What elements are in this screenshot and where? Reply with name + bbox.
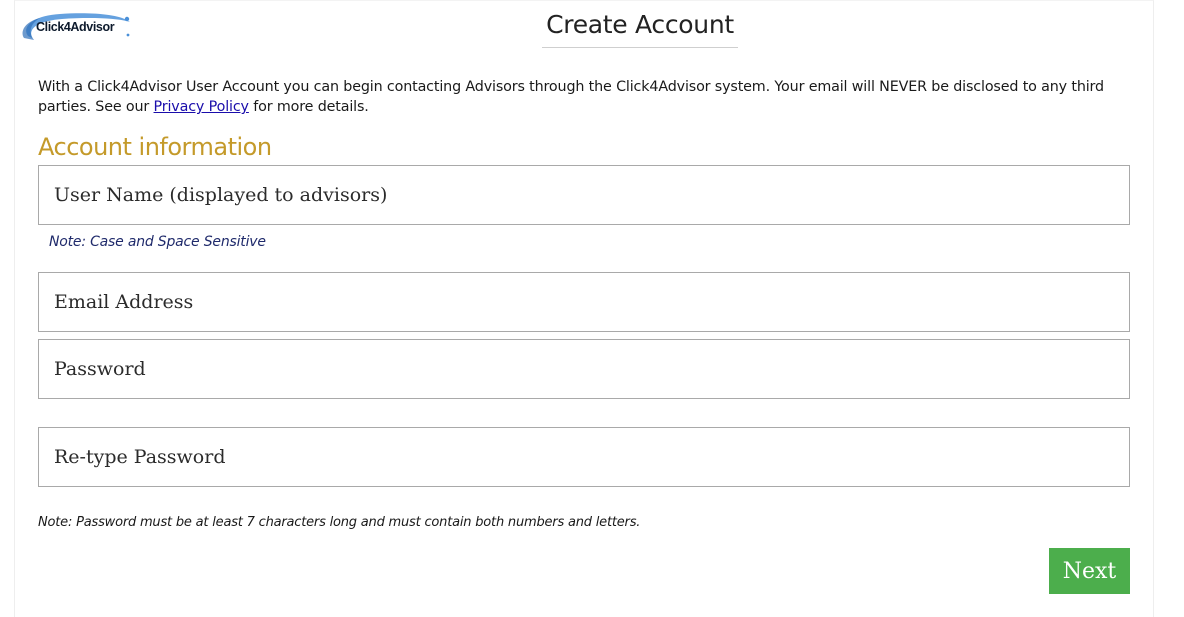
account-information-heading: Account information xyxy=(38,133,272,161)
page-title: Create Account xyxy=(542,10,738,48)
email-input[interactable] xyxy=(38,272,1130,332)
intro-paragraph xyxy=(38,77,1138,117)
next-button[interactable]: Next xyxy=(1049,548,1130,594)
retype-password-input[interactable] xyxy=(38,427,1130,487)
password-requirements-note: Note: Password must be at least 7 characters long and must contain both numbers and letters. xyxy=(38,515,641,530)
intro-text-before: With a Click4Advisor User Account you can begin contacting Advisors through the Click4Advisor system. Your email will NEVER be disclosed to any third parties. See our xyxy=(38,79,1104,115)
intro-text-after: for more details. xyxy=(248,99,369,115)
username-note: Note: Case and Space Sensitive xyxy=(49,234,266,250)
username-input[interactable] xyxy=(38,165,1130,225)
privacy-policy-link[interactable]: Privacy Policy xyxy=(153,99,249,115)
password-input[interactable] xyxy=(38,339,1130,399)
logo-text: Click4Advisor xyxy=(36,20,115,34)
site-logo[interactable] xyxy=(20,8,134,46)
